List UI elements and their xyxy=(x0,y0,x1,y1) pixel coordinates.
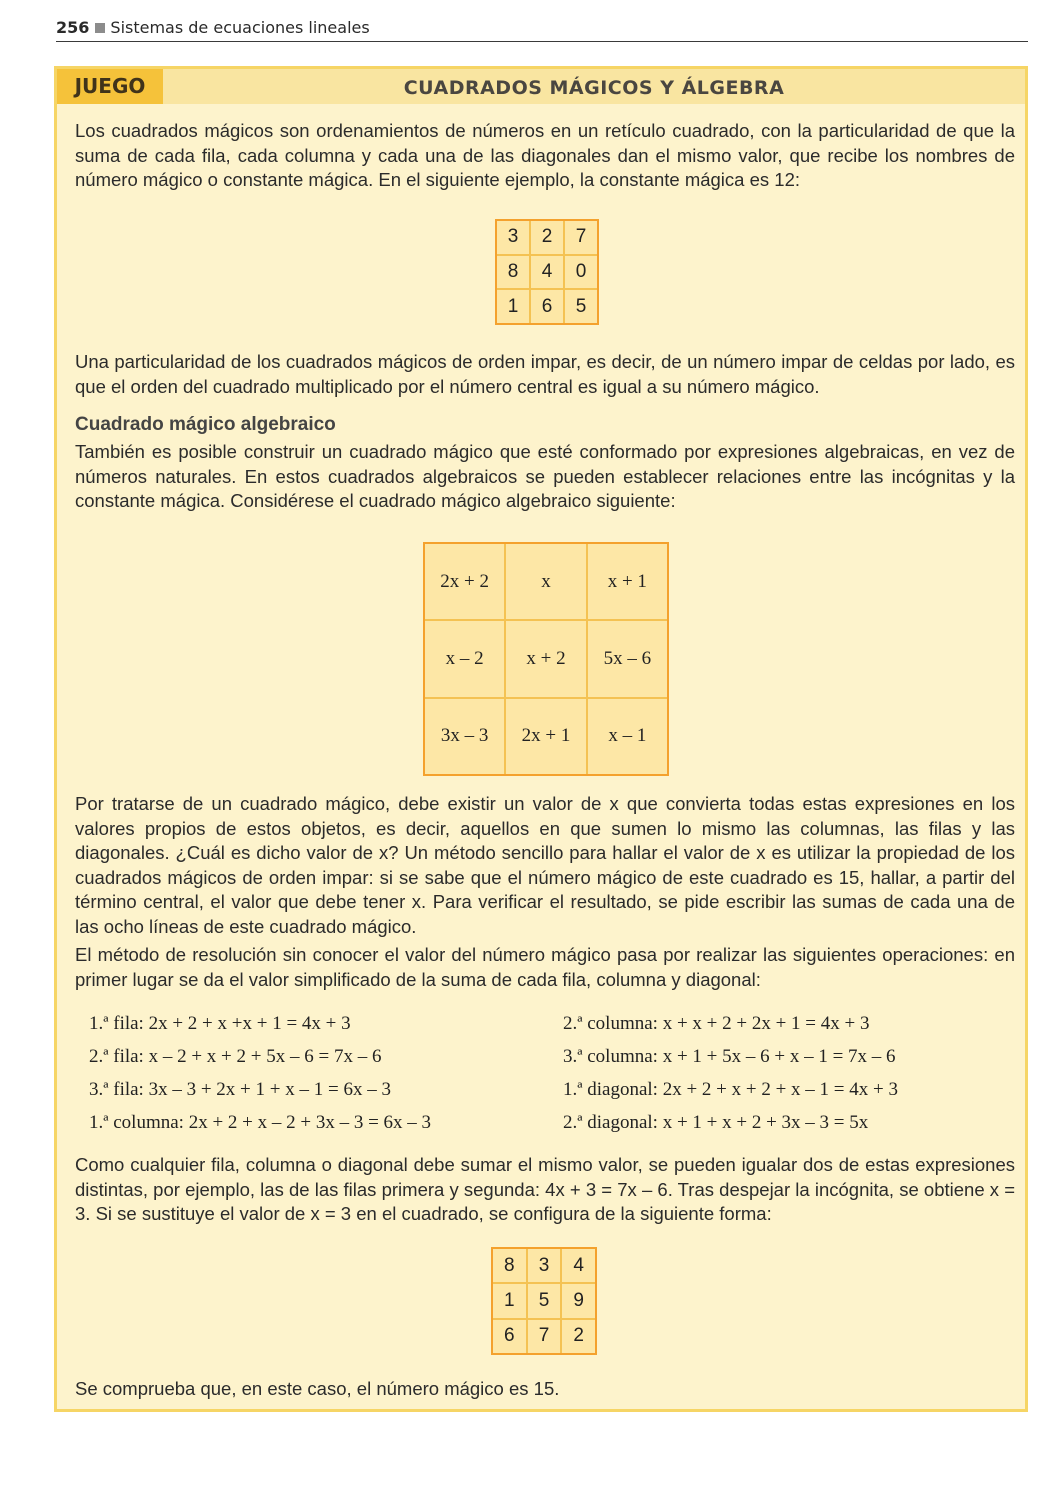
solve-paragraph: Como cualquier fila, columna o diagonal debe sumar el mismo valor, se pueden igualar dos de estas expresiones distintas, por ejemplo, las de las filas primera y segunda: 4x + 3 = 7x – 6. Tras despejar la incógnita, se obtiene x = 3. Si se sustituye el valor de x = 3 en el cuadrado, se configura de la siguiente forma: xyxy=(75,1154,1015,1225)
sum-line: 2.ª columna: x + x + 2 + 2x + 1 = 4x + 3 xyxy=(563,1013,870,1034)
square-cell: x – 1 xyxy=(588,699,667,774)
square-cell: 9 xyxy=(562,1284,595,1317)
square-cell: 5x – 6 xyxy=(588,621,667,696)
box-banner xyxy=(57,69,1025,104)
intro-paragraph: Los cuadrados mágicos son ordenamientos de números en un retículo cuadrado, con la particularidad de que la suma de cada fila, cada columna y cada una de las diagonales dan el mismo valor, que recibe los nombres de número mágico o constante mágica. En el siguiente ejemplo, la constante mágica es 12: xyxy=(75,120,1015,191)
square-cell: 4 xyxy=(562,1249,595,1282)
game-box xyxy=(54,66,1028,1412)
sums-right-column xyxy=(563,1007,898,1139)
sum-line: 1.ª diagonal: 2x + 2 + x + 2 + x – 1 = 4x + 3 xyxy=(563,1079,898,1100)
square-cell: 1 xyxy=(493,1284,526,1317)
square-cell: 5 xyxy=(565,290,597,323)
example-magic-square xyxy=(495,219,599,325)
square-bullet-icon xyxy=(95,23,105,33)
square-cell: 2 xyxy=(531,221,563,254)
square-cell: x + 2 xyxy=(506,621,585,696)
algebraic-magic-square xyxy=(423,542,669,776)
square-cell: 5 xyxy=(528,1284,561,1317)
conclusion-paragraph: Se comprueba que, en este caso, el número mágico es 15. xyxy=(75,1378,560,1399)
box-title: CUADRADOS MÁGICOS Y ÁLGEBRA xyxy=(403,77,785,99)
square-cell: 2 xyxy=(562,1320,595,1353)
box-tag: JUEGO xyxy=(57,69,163,104)
square-cell: 7 xyxy=(565,221,597,254)
page-number: 256 xyxy=(56,18,90,37)
square-cell: 0 xyxy=(565,256,597,289)
sum-line: 2.ª diagonal: x + 1 + x + 2 + 3x – 3 = 5x xyxy=(563,1112,869,1133)
subheading: Cuadrado mágico algebraico xyxy=(75,414,336,435)
algebra-intro-paragraph: También es posible construir un cuadrado mágico que esté conformado por expresiones algebraicas, en vez de números naturales. En estos cuadrados algebraicos se pueden establecer relaciones entre las incógnitas y la constante mágica. Considérese el cuadrado mágico algebraico siguiente: xyxy=(75,441,1015,512)
square-cell: 3 xyxy=(528,1249,561,1282)
sum-line: 1.ª fila: 2x + 2 + x +x + 1 = 4x + 3 xyxy=(89,1013,351,1034)
square-cell: 2x + 2 xyxy=(425,544,504,619)
square-cell: 7 xyxy=(528,1320,561,1353)
square-cell: 6 xyxy=(493,1320,526,1353)
square-cell: 1 xyxy=(497,290,529,323)
question-paragraph: Por tratarse de un cuadrado mágico, debe existir un valor de x que convierta todas estas expresiones en los valores propios de estos objetos, es decir, aquellos en que sumen lo mismo las columnas, las filas y las diagonales. ¿Cuál es dicho valor de x? Un método sencillo para hallar el valor de x es utilizar la propiedad de los cuadrados mágicos de orden impar: si se sabe que el número mágico de este cuadrado es 15, hallar, a partir del término central, el valor que debe tener x. Para verificar el resultado, se pide escribir las sumas de cada una de las ocho líneas de este cuadrado mágico. xyxy=(75,793,1015,937)
square-cell: 3x – 3 xyxy=(425,699,504,774)
square-cell: 2x + 1 xyxy=(506,699,585,774)
chapter-title: Sistemas de ecuaciones lineales xyxy=(110,18,370,37)
square-cell: x + 1 xyxy=(588,544,667,619)
square-cell: 8 xyxy=(497,256,529,289)
square-cell: x xyxy=(506,544,585,619)
square-cell: x – 2 xyxy=(425,621,504,696)
square-cell: 6 xyxy=(531,290,563,323)
sum-line: 2.ª fila: x – 2 + x + 2 + 5x – 6 = 7x – 6 xyxy=(89,1046,382,1067)
running-head xyxy=(56,16,1028,42)
square-cell: 3 xyxy=(497,221,529,254)
sum-line: 1.ª columna: 2x + 2 + x – 2 + 3x – 3 = 6x – 3 xyxy=(89,1112,432,1133)
sum-line: 3.ª fila: 3x – 3 + 2x + 1 + x – 1 = 6x – 3 xyxy=(89,1079,391,1100)
sum-line: 3.ª columna: x + 1 + 5x – 6 + x – 1 = 7x – 6 xyxy=(563,1046,896,1067)
solution-magic-square xyxy=(491,1247,597,1355)
odd-order-paragraph: Una particularidad de los cuadrados mágicos de orden impar, es decir, de un número impar de celdas por lado, es que el orden del cuadrado multiplicado por el número central es igual a su número mágico. xyxy=(75,351,1015,397)
method-paragraph: El método de resolución sin conocer el valor del número mágico pasa por realizar las siguientes operaciones: en primer lugar se da el valor simplificado de la suma de cada fila, columna y diagonal: xyxy=(75,944,1015,990)
sums-left-column xyxy=(89,1007,431,1139)
square-cell: 8 xyxy=(493,1249,526,1282)
square-cell: 4 xyxy=(531,256,563,289)
